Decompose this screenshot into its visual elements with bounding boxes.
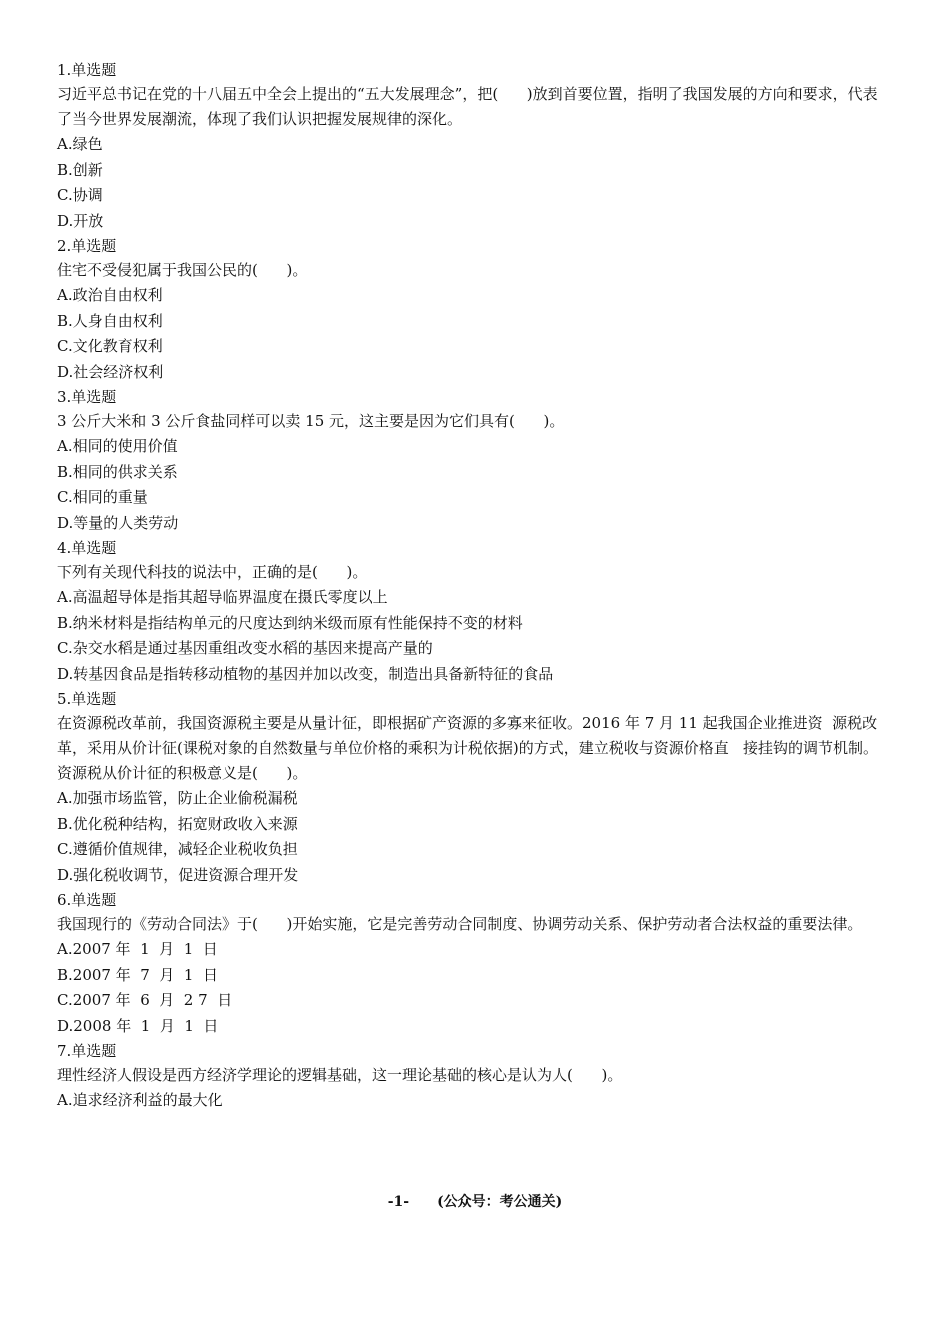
- question-type: 2.单选题: [57, 237, 117, 255]
- option-c: C.遵循价值规律，减轻企业税收负担: [57, 840, 298, 858]
- option-c: C.2007 年 6 月 2 7 日: [57, 991, 233, 1009]
- option-c: C.相同的重量: [57, 488, 148, 506]
- question-type: 3.单选题: [57, 388, 117, 406]
- option-b: B.优化税种结构，拓宽财政收入来源: [57, 814, 298, 833]
- option-b: B.人身自由权利: [57, 311, 163, 330]
- question-5: [57, 687, 887, 888]
- option-d: D.等量的人类劳动: [57, 513, 179, 532]
- question-type: 5.单选题: [57, 690, 117, 708]
- option-a: A.加强市场监管，防止企业偷税漏税: [57, 789, 298, 807]
- option-a: A.绿色: [57, 135, 103, 153]
- option-d: D.开放: [57, 211, 104, 230]
- option-b: B.纳米材料是指结构单元的尺度达到纳米级而原有性能保持不变的材料: [57, 613, 523, 632]
- question-3: [57, 385, 887, 536]
- question-7: [57, 1039, 887, 1114]
- question-stem: 我国现行的《劳动合同法》于( )开始实施，它是完善劳动合同制度、协调劳动关系、保护劳动者合法权益的重要法律。: [57, 915, 863, 933]
- option-a: A.相同的使用价值: [57, 437, 178, 455]
- question-stem: 住宅不受侵犯属于我国公民的( )。: [57, 261, 308, 279]
- option-b: B.创新: [57, 160, 103, 179]
- option-a: A.2007 年 1 月 1 日: [57, 940, 218, 958]
- option-c: C.杂交水稻是通过基因重组改变水稻的基因来提高产量的: [57, 639, 433, 657]
- option-d: D.2008 年 1 月 1 日: [57, 1016, 219, 1035]
- option-c: C.协调: [57, 186, 103, 204]
- page-footer: [0, 1192, 950, 1212]
- option-c: C.文化教育权利: [57, 337, 163, 355]
- option-d: D.转基因食品是指转移动植物的基因并加以改变，制造出具备新特征的食品: [57, 664, 554, 683]
- question-stem: 3 公斤大米和 3 公斤食盐同样可以卖 15 元，这主要是因为它们具有( )。: [57, 412, 565, 430]
- question-type: 6.单选题: [57, 891, 117, 909]
- question-type: 4.单选题: [57, 539, 117, 557]
- footer-source: (公众号：考公通关): [437, 1194, 563, 1210]
- option-a: A.追求经济利益的最大化: [57, 1091, 223, 1109]
- option-a: A.政治自由权利: [57, 286, 163, 304]
- question-6: [57, 888, 887, 1039]
- question-stem: 理性经济人假设是西方经济学理论的逻辑基础，这一理论基础的核心是认为人( )。: [57, 1066, 623, 1084]
- option-b: B.2007 年 7 月 1 日: [57, 965, 218, 984]
- document-page: [57, 58, 887, 1114]
- question-stem: 习近平总书记在党的十八届五中全会上提出的“五大发展理念”，把( )放到首要位置，指明了我国发展的方向和要求，代表了当今世界发展潮流，体现了我们认识把握发展规律的深化。: [57, 85, 878, 128]
- option-b: B.相同的供求关系: [57, 462, 178, 481]
- question-2: [57, 234, 887, 385]
- question-stem: 下列有关现代科技的说法中，正确的是( )。: [57, 563, 368, 581]
- question-stem: 在资源税改革前，我国资源税主要是从量计征，即根据矿产资源的多寡来征收。2016 年 7 月 11 起我国企业推进资 源税改革，采用从价计征(课税对象的自然数量与单位价格的乘积为计税依据)的方式，建立税收与资源价格直 接挂钩的调节机制。资源税从价计征的积极意义是( )。: [57, 714, 879, 782]
- question-4: [57, 536, 887, 687]
- option-d: D.社会经济权利: [57, 362, 164, 381]
- question-1: [57, 58, 887, 234]
- option-d: D.强化税收调节，促进资源合理开发: [57, 865, 299, 884]
- page-number: -1-: [387, 1194, 410, 1210]
- option-a: A.高温超导体是指其超导临界温度在摄氏零度以上: [57, 588, 388, 606]
- question-type: 1.单选题: [57, 61, 117, 79]
- question-type: 7.单选题: [57, 1042, 117, 1060]
